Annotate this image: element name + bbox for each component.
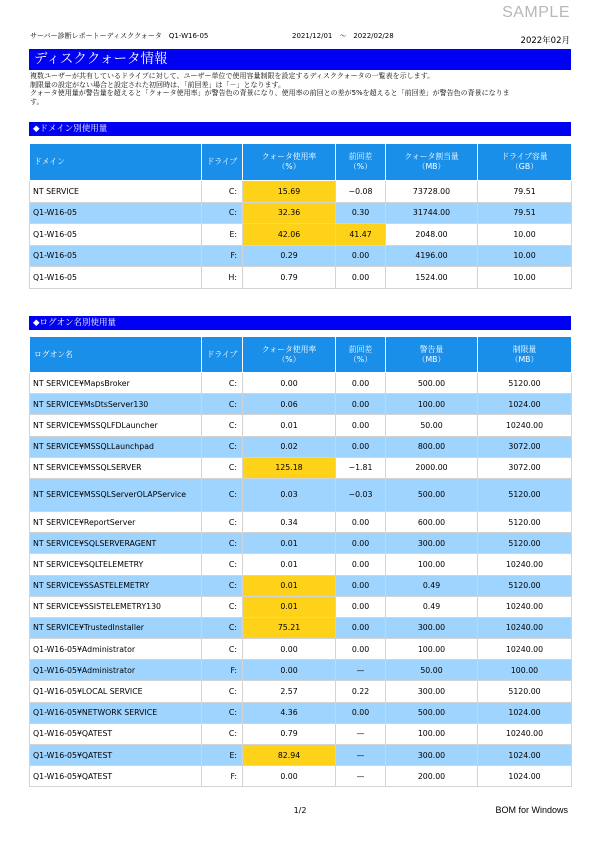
cell-domain: NT SERVICE (30, 181, 202, 203)
cell-drive: C: (202, 554, 243, 575)
cell-drive: C: (202, 681, 243, 702)
cell-logon-name: Q1-W16-05¥QATEST (30, 766, 202, 787)
cell-diff: 0.22 (336, 681, 386, 702)
table-row (30, 202, 572, 224)
cell-quota-usage: 82.94 (243, 745, 336, 766)
table-row (30, 766, 572, 787)
cell-drive: C: (202, 436, 243, 457)
domain-usage-table (29, 143, 572, 289)
table-row (30, 245, 572, 267)
table-row (30, 511, 572, 532)
cell-limit: 5120.00 (478, 511, 572, 532)
col-header-drive-capacity: ドライブ容量 （GB） (478, 144, 572, 181)
cell-quota-usage: 0.00 (243, 766, 336, 787)
col-header-drive: ドライブ (202, 337, 243, 373)
cell-quota-usage: 0.29 (243, 245, 336, 267)
table-row (30, 478, 572, 511)
table-row (30, 639, 572, 660)
cell-drive-capacity: 79.51 (478, 202, 572, 224)
cell-diff: −0.03 (336, 478, 386, 511)
cell-quota-usage: 0.00 (243, 639, 336, 660)
col-header-diff: 前回差 （%） (336, 144, 386, 181)
cell-logon-name: Q1-W16-05¥QATEST (30, 723, 202, 744)
col-header-warning-amount: 警告量 （MB） (386, 337, 478, 373)
cell-drive: C: (202, 394, 243, 415)
cell-limit: 1024.00 (478, 745, 572, 766)
col-header-quota-allocation: クォータ割当量 （MB） (386, 144, 478, 181)
cell-warning-amount: 500.00 (386, 373, 478, 394)
cell-quota-usage: 0.01 (243, 575, 336, 596)
table-row (30, 660, 572, 681)
cell-quota-usage: 0.01 (243, 415, 336, 436)
description-line: 制限量の設定がない場合と設定された初回時は、「前回差」は「－」となります。 (30, 80, 285, 89)
cell-logon-name: NT SERVICE¥MSSQLServerOLAPService (30, 478, 202, 511)
sample-watermark: SAMPLE (502, 4, 570, 21)
cell-logon-name: NT SERVICE¥MSSQLLaunchpad (30, 436, 202, 457)
cell-logon-name: NT SERVICE¥SSASTELEMETRY (30, 575, 202, 596)
table-row (30, 533, 572, 554)
cell-diff: 0.00 (336, 245, 386, 267)
cell-drive: E: (202, 224, 243, 246)
col-header-diff: 前回差 （%） (336, 337, 386, 373)
cell-warning-amount: 50.00 (386, 660, 478, 681)
cell-drive-capacity: 10.00 (478, 245, 572, 267)
table-row (30, 575, 572, 596)
description (30, 72, 566, 106)
page-title: ディスククォータ情報 (29, 49, 571, 70)
cell-limit: 5120.00 (478, 478, 572, 511)
cell-diff: 0.00 (336, 267, 386, 289)
cell-quota-usage: 0.34 (243, 511, 336, 532)
cell-logon-name: Q1-W16-05¥QATEST (30, 745, 202, 766)
cell-quota-usage: 0.79 (243, 267, 336, 289)
table-row (30, 415, 572, 436)
cell-quota-allocation: 1524.00 (386, 267, 478, 289)
logon-section-title: ◆ログオン名別使用量 (29, 316, 571, 330)
cell-logon-name: NT SERVICE¥MapsBroker (30, 373, 202, 394)
cell-warning-amount: 500.00 (386, 702, 478, 723)
col-header-logon-name: ログオン名 (30, 337, 202, 373)
description-line: クォータ使用量が警告量を超えると「クォータ使用率」が警告色の背景になり、使用率の前回との差が5%を超えると「前回差」が警告色の背景になりま (30, 89, 510, 98)
cell-diff: 0.00 (336, 596, 386, 617)
col-header-quota-usage: クォータ使用率 （%） (243, 144, 336, 181)
cell-warning-amount: 300.00 (386, 617, 478, 638)
cell-diff: — (336, 660, 386, 681)
cell-drive: C: (202, 415, 243, 436)
table-row (30, 554, 572, 575)
cell-limit: 10240.00 (478, 596, 572, 617)
cell-limit: 10240.00 (478, 554, 572, 575)
cell-warning-amount: 500.00 (386, 478, 478, 511)
cell-logon-name: NT SERVICE¥MSSQLFDLauncher (30, 415, 202, 436)
cell-drive-capacity: 10.00 (478, 224, 572, 246)
page-number: 1/2 (293, 806, 307, 815)
cell-diff: 0.00 (336, 533, 386, 554)
report-period: 2021/12/01 ～ 2022/02/28 (292, 32, 394, 40)
cell-domain: Q1-W16-05 (30, 267, 202, 289)
cell-quota-usage: 0.02 (243, 436, 336, 457)
cell-warning-amount: 50.00 (386, 415, 478, 436)
cell-quota-usage: 0.00 (243, 660, 336, 681)
cell-quota-usage: 2.57 (243, 681, 336, 702)
cell-drive: C: (202, 723, 243, 744)
cell-logon-name: NT SERVICE¥MSSQLSERVER (30, 457, 202, 478)
cell-quota-allocation: 2048.00 (386, 224, 478, 246)
cell-warning-amount: 100.00 (386, 554, 478, 575)
cell-quota-usage: 15.69 (243, 181, 336, 203)
cell-diff: 0.30 (336, 202, 386, 224)
cell-quota-usage: 32.36 (243, 202, 336, 224)
cell-drive-capacity: 10.00 (478, 267, 572, 289)
cell-quota-usage: 4.36 (243, 702, 336, 723)
report-title: サーバー診断レポートーディスククォータ Q1-W16-05 (30, 32, 209, 40)
cell-warning-amount: 100.00 (386, 394, 478, 415)
cell-warning-amount: 0.49 (386, 575, 478, 596)
description-line: 複数ユーザーが共有しているドライブに対して、ユーザー単位で使用容量制限を設定するディスククォータの一覧表を示します。 (30, 72, 435, 80)
table-row (30, 267, 572, 289)
cell-logon-name: NT SERVICE¥SQLSERVERAGENT (30, 533, 202, 554)
cell-quota-allocation: 73728.00 (386, 181, 478, 203)
cell-limit: 1024.00 (478, 702, 572, 723)
cell-diff: 0.00 (336, 436, 386, 457)
table-row (30, 394, 572, 415)
cell-quota-allocation: 4196.00 (386, 245, 478, 267)
cell-domain: Q1-W16-05 (30, 224, 202, 246)
cell-limit: 10240.00 (478, 723, 572, 744)
cell-logon-name: NT SERVICE¥SQLTELEMETRY (30, 554, 202, 575)
cell-quota-allocation: 31744.00 (386, 202, 478, 224)
cell-diff: 0.00 (336, 639, 386, 660)
cell-limit: 3072.00 (478, 436, 572, 457)
cell-limit: 10240.00 (478, 639, 572, 660)
cell-drive: C: (202, 533, 243, 554)
table-row (30, 745, 572, 766)
cell-quota-usage: 0.01 (243, 533, 336, 554)
cell-warning-amount: 600.00 (386, 511, 478, 532)
cell-drive: C: (202, 457, 243, 478)
cell-drive: H: (202, 267, 243, 289)
cell-limit: 5120.00 (478, 533, 572, 554)
cell-limit: 10240.00 (478, 415, 572, 436)
cell-drive: C: (202, 181, 243, 203)
col-header-limit: 制限量 （MB） (478, 337, 572, 373)
cell-diff: — (336, 745, 386, 766)
cell-quota-usage: 0.00 (243, 373, 336, 394)
cell-warning-amount: 100.00 (386, 639, 478, 660)
cell-drive: C: (202, 617, 243, 638)
cell-diff: 0.00 (336, 394, 386, 415)
cell-diff: 41.47 (336, 224, 386, 246)
table-row (30, 181, 572, 203)
cell-drive: F: (202, 660, 243, 681)
cell-drive: C: (202, 478, 243, 511)
cell-diff: 0.00 (336, 575, 386, 596)
table-row (30, 436, 572, 457)
cell-logon-name: NT SERVICE¥ReportServer (30, 511, 202, 532)
table-row (30, 723, 572, 744)
cell-drive: C: (202, 373, 243, 394)
cell-warning-amount: 300.00 (386, 681, 478, 702)
cell-logon-name: NT SERVICE¥SSISTELEMETRY130 (30, 596, 202, 617)
cell-warning-amount: 100.00 (386, 723, 478, 744)
cell-warning-amount: 0.49 (386, 596, 478, 617)
cell-logon-name: NT SERVICE¥MsDtsServer130 (30, 394, 202, 415)
cell-diff: −1.81 (336, 457, 386, 478)
table-row (30, 702, 572, 723)
cell-drive: F: (202, 245, 243, 267)
cell-drive: C: (202, 511, 243, 532)
cell-drive: F: (202, 766, 243, 787)
cell-quota-usage: 0.01 (243, 596, 336, 617)
description-line: す。 (30, 97, 44, 106)
cell-drive: C: (202, 639, 243, 660)
table-row (30, 457, 572, 478)
cell-diff: 0.00 (336, 617, 386, 638)
cell-limit: 10240.00 (478, 617, 572, 638)
cell-diff: 0.00 (336, 511, 386, 532)
cell-diff: 0.00 (336, 373, 386, 394)
table-row (30, 596, 572, 617)
report-month: 2022年02月 (520, 36, 570, 46)
cell-quota-usage: 75.21 (243, 617, 336, 638)
cell-quota-usage: 0.06 (243, 394, 336, 415)
cell-warning-amount: 200.00 (386, 766, 478, 787)
cell-limit: 5120.00 (478, 373, 572, 394)
cell-diff: 0.00 (336, 554, 386, 575)
cell-quota-usage: 125.18 (243, 457, 336, 478)
cell-warning-amount: 800.00 (386, 436, 478, 457)
cell-limit: 100.00 (478, 660, 572, 681)
cell-diff: — (336, 766, 386, 787)
cell-drive: C: (202, 702, 243, 723)
col-header-domain: ドメイン (30, 144, 202, 181)
cell-drive: E: (202, 745, 243, 766)
cell-diff: 0.00 (336, 702, 386, 723)
cell-warning-amount: 2000.00 (386, 457, 478, 478)
cell-drive-capacity: 79.51 (478, 181, 572, 203)
cell-logon-name: Q1-W16-05¥Administrator (30, 639, 202, 660)
cell-logon-name: Q1-W16-05¥NETWORK SERVICE (30, 702, 202, 723)
cell-diff: 0.00 (336, 415, 386, 436)
cell-diff: — (336, 723, 386, 744)
cell-warning-amount: 300.00 (386, 745, 478, 766)
cell-domain: Q1-W16-05 (30, 245, 202, 267)
cell-limit: 1024.00 (478, 766, 572, 787)
table-row (30, 681, 572, 702)
table-row (30, 617, 572, 638)
col-header-quota-usage: クォータ使用率 （%） (243, 337, 336, 373)
cell-quota-usage: 0.01 (243, 554, 336, 575)
table-row (30, 224, 572, 246)
cell-limit: 5120.00 (478, 681, 572, 702)
cell-drive: C: (202, 575, 243, 596)
cell-diff: −0.08 (336, 181, 386, 203)
domain-section-title: ◆ドメイン別使用量 (29, 122, 571, 136)
logon-usage-table (29, 336, 572, 787)
cell-limit: 5120.00 (478, 575, 572, 596)
cell-drive: C: (202, 202, 243, 224)
cell-logon-name: Q1-W16-05¥LOCAL SERVICE (30, 681, 202, 702)
col-header-drive: ドライブ (202, 144, 243, 181)
cell-quota-usage: 42.06 (243, 224, 336, 246)
cell-quota-usage: 0.03 (243, 478, 336, 511)
cell-limit: 1024.00 (478, 394, 572, 415)
cell-limit: 3072.00 (478, 457, 572, 478)
report-header (30, 31, 570, 45)
table-row (30, 373, 572, 394)
cell-drive: C: (202, 596, 243, 617)
cell-logon-name: Q1-W16-05¥Administrator (30, 660, 202, 681)
cell-domain: Q1-W16-05 (30, 202, 202, 224)
brand-name: BOM for Windows (495, 805, 568, 815)
cell-warning-amount: 300.00 (386, 533, 478, 554)
cell-quota-usage: 0.79 (243, 723, 336, 744)
cell-logon-name: NT SERVICE¥TrustedInstaller (30, 617, 202, 638)
